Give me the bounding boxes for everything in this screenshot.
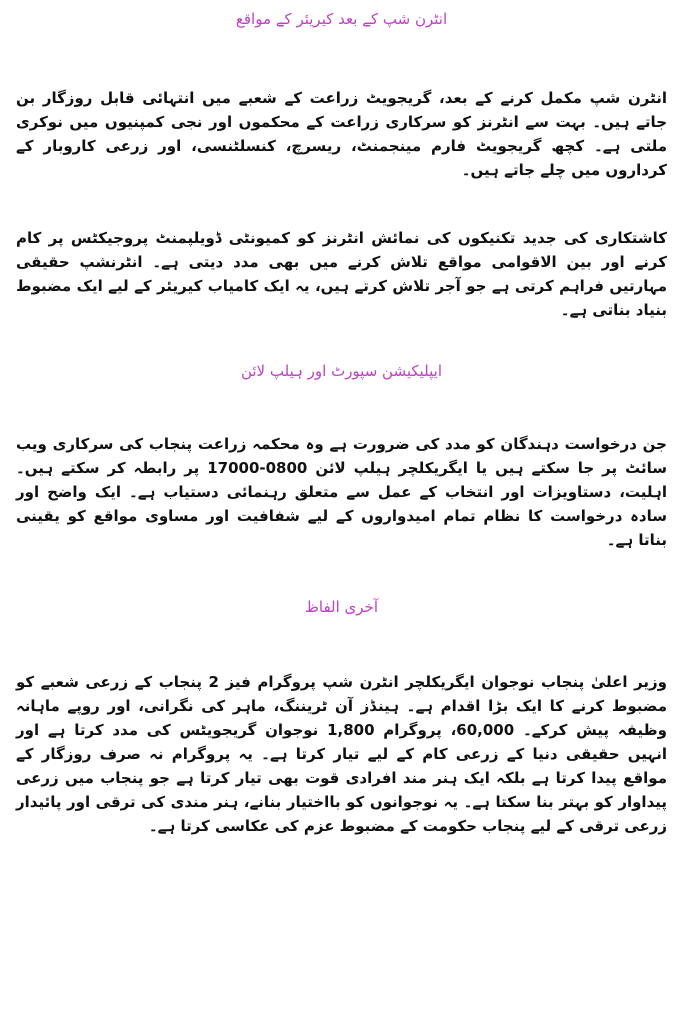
paragraph-career-employment: انٹرن شپ مکمل کرنے کے بعد، گریجویٹ زراعت کے شعبے میں انتہائی قابل روزگار بن جاتے ہیں۔ بہت سے انٹرنز کو سرکاری زراعت کے محکموں اور نجی کمپنیوں میں نوکری ملتی ہے۔ کچھ گریجویٹ فارم مینجمنٹ، ریسرچ، کنسلٹنسی، اور زرعی کاروبار کے کرداروں میں چلے جاتے ہیں۔ <box>16 89 667 179</box>
paragraph-conclusion: وزیر اعلیٰ پنجاب نوجوان ایگریکلچر انٹرن شپ پروگرام فیز 2 پنجاب کے زرعی شعبے کو مضبوط کرنے کا ایک بڑا اقدام ہے۔ ہینڈز آن ٹریننگ، ماہر کی نگرانی، اور روپے ماہانہ وظیفہ پیش کرکے۔ 60,000، پروگرام 1,800 نوجوان گریجویٹس کی مدد کرتا ہے اور انہیں حقیقی دنیا کے زرعی کام کے لیے تیار کرتا ہے۔ یہ پروگرام نہ صرف روزگار کے مواقع پیدا کرتا ہے بلکہ ایک ہنر مند افرادی قوت بھی تیار کرتا ہے جو پنجاب میں زرعی پیداوار کو بہتر بنا سکتا ہے۔ یہ نوجوانوں کو بااختیار بنانے، ہنر مندی کی ترقی اور پائیدار زرعی ترقی کے لیے پنجاب حکومت کے مضبوط عزم کی عکاسی کرتا ہے۔ <box>16 673 667 835</box>
section-heading-final-words: آخری الفاظ <box>305 598 378 616</box>
paragraph-helpline: جن درخواست دہندگان کو مدد کی ضرورت ہے وہ محکمہ زراعت پنجاب کی سرکاری ویب سائٹ پر جا سکتے ہیں یا ایگریکلچر ہیلپ لائن 0800-17000 پر رابطہ کر سکتے ہیں۔ اہلیت، دستاویزات اور انتخاب کے عمل سے متعلق رہنمائی دستیاب ہے۔ ایک واضح اور سادہ درخواست کا نظام تمام امیدواروں کے لیے شفافیت اور مساوی مواقع کو یقینی بناتا ہے۔ <box>16 435 667 549</box>
section-heading-career-opportunities: انٹرن شپ کے بعد کیریئر کے مواقع <box>235 10 448 28</box>
paragraph-career-skills: کاشتکاری کی جدید تکنیکوں کی نمائش انٹرنز کو کمیونٹی ڈویلپمنٹ پروجیکٹس پر کام کرنے اور بین الاقوامی مواقع تلاش کرنے میں بھی مدد دیتی ہے۔ انٹرنشپ حقیقی مہارتیں فراہم کرتی ہے جو آجر تلاش کرتے ہیں، یہ ایک کامیاب کیریئر کے لیے ایک مضبوط بنیاد بناتی ہے۔ <box>16 229 667 319</box>
section-heading-application-support: ایپلیکیشن سپورٹ اور ہیلپ لائن <box>240 362 443 380</box>
